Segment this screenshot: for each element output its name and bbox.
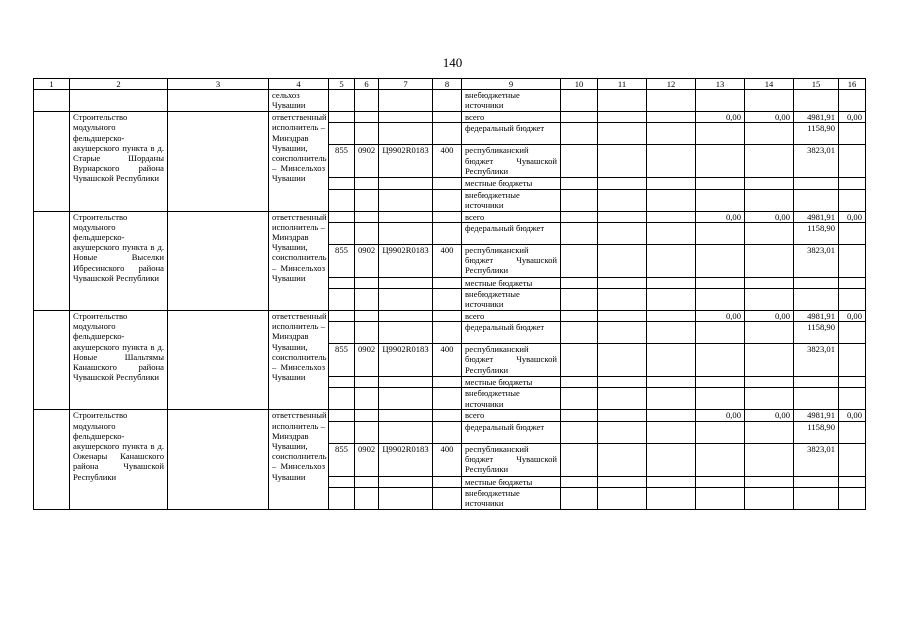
executor-cell: ответственный исполнитель – Минздрав Чувашии, соисполнитель – Минсельхоз Чувашии: [269, 410, 329, 509]
amount-cell: [794, 178, 839, 189]
funding-source-cell: внебюджетные источники: [462, 388, 561, 410]
executor-cell: сельхоз Чувашии: [269, 90, 329, 112]
amount-cell: 4981,91: [794, 410, 839, 421]
funding-source-cell: федеральный бюджет: [462, 222, 561, 244]
amount-cell: [745, 244, 794, 277]
rzpr-cell: 0902: [355, 244, 379, 277]
column-number: 8: [433, 79, 462, 90]
amount-cell: [839, 222, 866, 244]
funding-source-cell: всего: [462, 112, 561, 123]
financing-table: [33, 78, 866, 510]
column-number: 14: [745, 79, 794, 90]
amount-cell: 0,00: [745, 211, 794, 222]
csr-cell: Ц9902R0183: [379, 244, 433, 277]
amount-cell: 1158,90: [794, 123, 839, 145]
amount-cell: [745, 322, 794, 344]
index-cell: [34, 410, 70, 509]
column-number: 6: [355, 79, 379, 90]
amount-cell: [696, 322, 745, 344]
index-cell: [34, 211, 70, 310]
object-name-cell: Строительство модульного фельдшерско-акушерского пункта в д. Оженары Канашского района Чувашской Республики: [70, 410, 168, 509]
funding-source-cell: внебюджетные источники: [462, 487, 561, 509]
amount-cell: 0,00: [696, 112, 745, 123]
amount-cell: [745, 277, 794, 288]
amount-cell: 4981,91: [794, 112, 839, 123]
table-row: [34, 311, 866, 322]
amount-cell: [839, 443, 866, 476]
amount-cell: [839, 322, 866, 344]
vr-cell: 400: [433, 443, 462, 476]
amount-cell: [794, 277, 839, 288]
amount-cell: [794, 289, 839, 311]
amount-cell: [745, 178, 794, 189]
column-numbers-row: [34, 79, 866, 90]
amount-cell: [794, 377, 839, 388]
funding-source-cell: местные бюджеты: [462, 178, 561, 189]
empty-cell: [168, 112, 269, 211]
amount-cell: 0,00: [839, 311, 866, 322]
column-number: 16: [839, 79, 866, 90]
funding-source-cell: всего: [462, 211, 561, 222]
funding-source-cell: республиканский бюджет Чувашской Республики: [462, 443, 561, 476]
empty-cell: [168, 410, 269, 509]
column-number: 3: [168, 79, 269, 90]
amount-cell: [839, 421, 866, 443]
column-number: 10: [561, 79, 598, 90]
amount-cell: [696, 244, 745, 277]
amount-cell: [839, 388, 866, 410]
funding-source-cell: республиканский бюджет Чувашской Республики: [462, 244, 561, 277]
rzpr-cell: 0902: [355, 145, 379, 178]
amount-cell: 0,00: [696, 311, 745, 322]
continuation-row: [34, 90, 866, 112]
amount-cell: [794, 476, 839, 487]
amount-cell: [696, 487, 745, 509]
amount-cell: [839, 189, 866, 211]
amount-cell: [794, 487, 839, 509]
table-row: [34, 211, 866, 222]
amount-cell: 1158,90: [794, 322, 839, 344]
amount-cell: 3823,01: [794, 443, 839, 476]
executor-cell: ответственный исполнитель – Минздрав Чувашии, соисполнитель – Минсельхоз Чувашии: [269, 211, 329, 310]
vr-cell: 400: [433, 344, 462, 377]
funding-source-cell: местные бюджеты: [462, 476, 561, 487]
funding-source-cell: всего: [462, 410, 561, 421]
amount-cell: [696, 277, 745, 288]
amount-cell: [696, 222, 745, 244]
csr-cell: Ц9902R0183: [379, 145, 433, 178]
amount-cell: [696, 388, 745, 410]
amount-cell: [696, 145, 745, 178]
amount-cell: [839, 145, 866, 178]
funding-source-cell: местные бюджеты: [462, 277, 561, 288]
vr-cell: 400: [433, 145, 462, 178]
object-name-cell: Строительство модульного фельдшерско-акушерского пункта в д. Новые Выселки Ибресинского района Чувашской Республики: [70, 211, 168, 310]
funding-source-cell: внебюджетные источники: [462, 289, 561, 311]
amount-cell: [745, 443, 794, 476]
funding-source-cell: федеральный бюджет: [462, 421, 561, 443]
amount-cell: [839, 123, 866, 145]
column-number: 4: [269, 79, 329, 90]
amount-cell: [745, 476, 794, 487]
amount-cell: [745, 487, 794, 509]
amount-cell: [839, 289, 866, 311]
amount-cell: 0,00: [696, 211, 745, 222]
amount-cell: [696, 421, 745, 443]
amount-cell: [794, 388, 839, 410]
executor-cell: ответственный исполнитель – Минздрав Чувашии, соисполнитель – Минсельхоз Чувашии: [269, 311, 329, 410]
empty-cell: [168, 311, 269, 410]
funding-source-cell: республиканский бюджет Чувашской Республики: [462, 145, 561, 178]
empty-cell: [168, 211, 269, 310]
object-name-cell: Строительство модульного фельдшерско-акушерского пункта в д. Старые Шорданы Вурнарского района Чувашской Республики: [70, 112, 168, 211]
csr-cell: Ц9902R0183: [379, 443, 433, 476]
funding-source-cell: федеральный бюджет: [462, 322, 561, 344]
amount-cell: 1158,90: [794, 222, 839, 244]
column-number: 13: [696, 79, 745, 90]
amount-cell: 0,00: [839, 410, 866, 421]
amount-cell: [745, 123, 794, 145]
amount-cell: 3823,01: [794, 145, 839, 178]
amount-cell: 0,00: [745, 112, 794, 123]
amount-cell: 4981,91: [794, 311, 839, 322]
column-number: 7: [379, 79, 433, 90]
amount-cell: [745, 222, 794, 244]
object-name-cell: Строительство модульного фельдшерско-акушерского пункта в д. Новые Шальтямы Канашского района Чувашской Республики: [70, 311, 168, 410]
amount-cell: [745, 289, 794, 311]
amount-cell: [839, 487, 866, 509]
amount-cell: [839, 476, 866, 487]
table-row: [34, 112, 866, 123]
grbs-cell: 855: [329, 443, 355, 476]
amount-cell: [745, 344, 794, 377]
amount-cell: [745, 388, 794, 410]
amount-cell: [794, 189, 839, 211]
amount-cell: [745, 145, 794, 178]
column-number: 2: [70, 79, 168, 90]
column-number: 9: [462, 79, 561, 90]
amount-cell: 3823,01: [794, 344, 839, 377]
column-number: 1: [34, 79, 70, 90]
amount-cell: [839, 344, 866, 377]
column-number: 5: [329, 79, 355, 90]
amount-cell: [696, 377, 745, 388]
executor-cell: ответственный исполнитель – Минздрав Чувашии, соисполнитель – Минсельхоз Чувашии: [269, 112, 329, 211]
funding-source-cell: внебюджетные источники: [462, 189, 561, 211]
amount-cell: [696, 123, 745, 145]
column-number: 11: [598, 79, 647, 90]
amount-cell: [696, 476, 745, 487]
vr-cell: 400: [433, 244, 462, 277]
amount-cell: [839, 277, 866, 288]
amount-cell: [839, 377, 866, 388]
amount-cell: 0,00: [745, 410, 794, 421]
grbs-cell: 855: [329, 344, 355, 377]
amount-cell: [696, 443, 745, 476]
amount-cell: 0,00: [696, 410, 745, 421]
index-cell: [34, 311, 70, 410]
amount-cell: [745, 377, 794, 388]
index-cell: [34, 112, 70, 211]
column-number: 12: [647, 79, 696, 90]
funding-source-cell: всего: [462, 311, 561, 322]
rzpr-cell: 0902: [355, 344, 379, 377]
funding-source-cell: республиканский бюджет Чувашской Республики: [462, 344, 561, 377]
amount-cell: 1158,90: [794, 421, 839, 443]
table-row: [34, 410, 866, 421]
funding-source-cell: федеральный бюджет: [462, 123, 561, 145]
csr-cell: Ц9902R0183: [379, 344, 433, 377]
amount-cell: 4981,91: [794, 211, 839, 222]
amount-cell: [745, 421, 794, 443]
column-number: 15: [794, 79, 839, 90]
amount-cell: 0,00: [839, 211, 866, 222]
amount-cell: [696, 189, 745, 211]
source-cell: внебюджетные источники: [462, 90, 561, 112]
grbs-cell: 855: [329, 145, 355, 178]
grbs-cell: 855: [329, 244, 355, 277]
amount-cell: 0,00: [745, 311, 794, 322]
amount-cell: 0,00: [839, 112, 866, 123]
amount-cell: 3823,01: [794, 244, 839, 277]
amount-cell: [839, 178, 866, 189]
amount-cell: [696, 344, 745, 377]
page-number: 140: [442, 55, 463, 70]
amount-cell: [745, 189, 794, 211]
amount-cell: [839, 244, 866, 277]
funding-source-cell: местные бюджеты: [462, 377, 561, 388]
rzpr-cell: 0902: [355, 443, 379, 476]
amount-cell: [696, 178, 745, 189]
amount-cell: [696, 289, 745, 311]
